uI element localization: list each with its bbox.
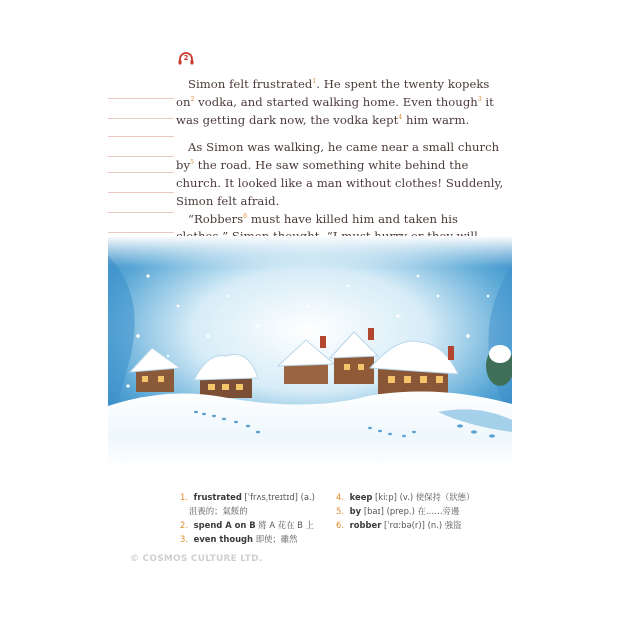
vocabulary-gloss: 在……旁邊 xyxy=(417,506,460,516)
vocabulary-part-of-speech: (a.) xyxy=(300,492,315,502)
vocabulary-item xyxy=(180,490,340,504)
vocabulary-word: by xyxy=(349,506,362,516)
vocabulary-number: 2. xyxy=(180,520,188,530)
vocabulary-number: 3. xyxy=(180,534,188,544)
vocabulary-part-of-speech: (n.) xyxy=(427,520,443,530)
footnote-marker: 1 xyxy=(312,78,317,86)
vocabulary-gloss-line xyxy=(180,504,340,518)
vocabulary-pronunciation: [kiːp] xyxy=(375,492,397,502)
vocabulary-gloss: 將 A 花在 B 上 xyxy=(258,520,314,530)
margin-rule xyxy=(108,172,174,173)
vocabulary-word: keep xyxy=(349,492,373,502)
footnote-marker: 5 xyxy=(190,159,194,167)
story-text-segment: As Simon was walking, he came near a small church by xyxy=(176,140,500,173)
copyright-watermark: © COSMOS CULTURE LTD. xyxy=(130,554,263,564)
vocabulary-gloss: 使保持（狀態） xyxy=(415,492,475,502)
story-text-segment: the road. He saw something white behind the church. It looked like a man without clothes! Suddenly, Simon felt afraid. xyxy=(176,158,504,208)
story-text-segment: must have killed him and taken his xyxy=(250,211,458,226)
margin-rule xyxy=(108,156,174,157)
winter-village-illustration xyxy=(108,236,512,468)
footnote-marker: 3 xyxy=(477,95,482,103)
vocabulary-word: robber xyxy=(349,520,382,530)
vocabulary-number: 1. xyxy=(180,492,188,502)
vocabulary-gloss: 強盜 xyxy=(444,520,462,530)
book-page xyxy=(108,40,512,580)
story-paragraph xyxy=(176,76,506,129)
audio-track-badge[interactable] xyxy=(178,52,194,65)
vocabulary-number: 6. xyxy=(336,520,344,530)
vocabulary-number: 4. xyxy=(336,492,344,502)
margin-rule xyxy=(108,232,174,233)
vocabulary-pronunciation: [ˈfrʌsˌtreɪtɪd] xyxy=(244,492,298,502)
footnote-marker: 6 xyxy=(243,212,248,220)
vocabulary-column-left xyxy=(180,490,340,546)
story-text-segment: . He spent the twenty kopeks on xyxy=(176,77,490,109)
vocabulary-gloss: 即使；雖然 xyxy=(255,534,298,544)
vocabulary-item xyxy=(336,518,506,532)
story-text-segment: vodka, and started walking home. Even though xyxy=(194,94,478,109)
vocabulary-part-of-speech: (v.) xyxy=(399,492,414,502)
footnote-marker: 4 xyxy=(398,113,403,121)
vocabulary-item xyxy=(336,490,506,504)
vocabulary-word: even though xyxy=(193,534,254,544)
margin-rule xyxy=(108,118,174,119)
vocabulary-part-of-speech: (prep.) xyxy=(386,506,415,516)
vocabulary-word: frustrated xyxy=(193,492,242,502)
story-text-segment: him warm. xyxy=(402,112,470,127)
margin-rule xyxy=(108,212,174,213)
margin-rule xyxy=(108,98,174,99)
story-text-segment: “Robbers xyxy=(188,211,244,226)
vocabulary-pronunciation: [ˈrɑːbə(r)] xyxy=(384,520,425,530)
vocabulary-gloss: 沮喪的；氣餒的 xyxy=(189,506,248,516)
story-text-segment: it was getting dark now, the vodka kept xyxy=(176,94,494,127)
vocabulary-word: spend A on B xyxy=(193,520,256,530)
vocabulary-column-right xyxy=(336,490,506,532)
footnote-marker: 2 xyxy=(190,95,195,103)
margin-rule xyxy=(108,192,174,193)
vocabulary-number: 5. xyxy=(336,506,344,516)
story-text-segment: Simon felt frustrated xyxy=(188,77,313,91)
vocabulary-item xyxy=(180,532,340,546)
vocabulary-pronunciation: [baɪ] xyxy=(363,506,384,516)
story-paragraph xyxy=(176,139,506,210)
margin-rule xyxy=(108,136,174,137)
track-number: 2 xyxy=(183,54,189,62)
vocabulary-item xyxy=(180,518,340,532)
vocabulary-item xyxy=(336,504,506,518)
